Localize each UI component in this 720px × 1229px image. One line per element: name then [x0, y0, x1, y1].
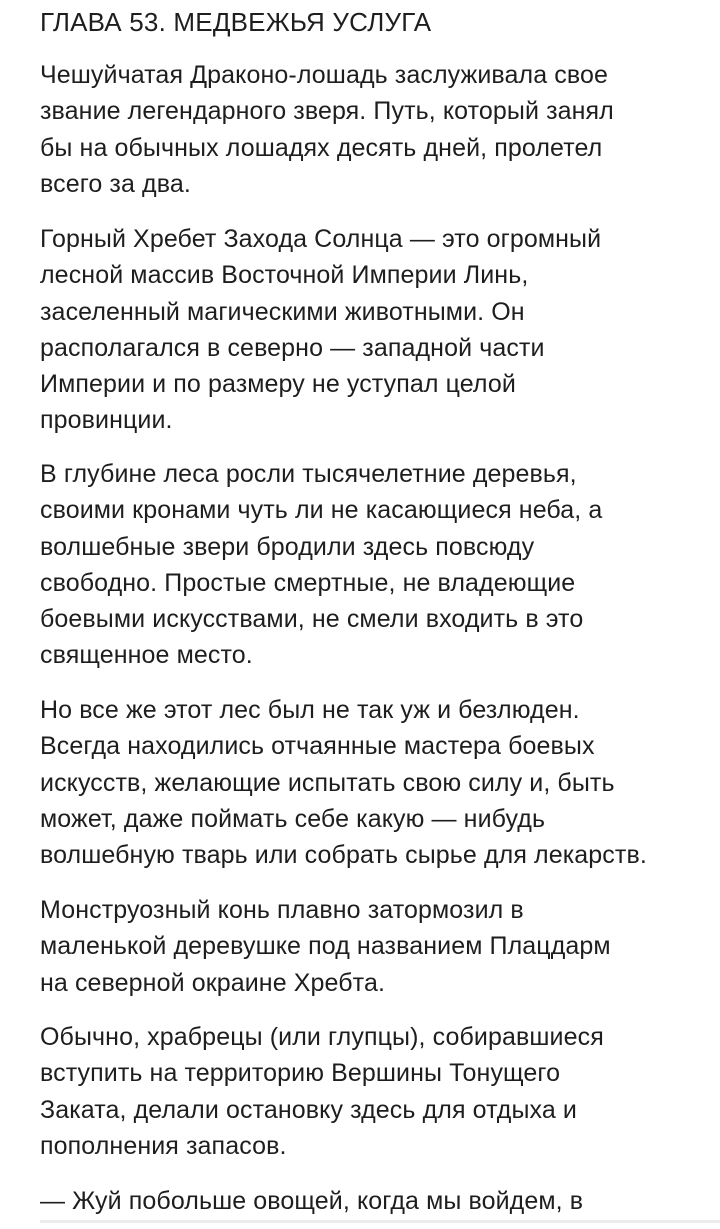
text-line: пополнения запасов.: [40, 1131, 287, 1160]
paragraph: [40, 892, 611, 1001]
text-line: В глубине леса росли тысячелетние деревья,: [40, 460, 577, 488]
paragraph: [40, 221, 601, 439]
text-line: Империи и по размеру не уступал целой: [40, 370, 516, 399]
text-line: маленькой деревушке под названием Плацдарм: [40, 932, 611, 961]
text-line: бы на обычных лошадях десять дней, пролетел: [40, 133, 603, 162]
text-line: волшебную тварь или собрать сырье для лекарств.: [40, 841, 647, 870]
text-line: может, даже поймать себе какую — нибудь: [40, 804, 546, 833]
chapter-title: ГЛАВА 53. МЕДВЕЖЬЯ УСЛУГА: [40, 7, 432, 37]
text-line: Заката, делали остановку здесь для отдыха и: [40, 1095, 577, 1124]
text-line: звание легендарного зверя. Путь, который занял: [40, 97, 614, 126]
text-line: Горный Хребет Захода Солнца — это огромный: [40, 225, 602, 253]
paragraph: [40, 692, 647, 873]
paragraph: [40, 1183, 583, 1219]
paragraph: [40, 57, 614, 202]
text-line: всего за два.: [40, 169, 191, 198]
text-line: Чешуйчатая Драконо-лошадь заслуживала свое: [40, 61, 608, 89]
text-line: провинции.: [40, 406, 173, 435]
text-line: — Жуй побольше овощей, когда мы войдем, в: [40, 1187, 584, 1215]
text-line: Всегда находились отчаянные мастера боевых: [40, 732, 595, 761]
text-line: волшебные звери бродили здесь повсюду: [40, 532, 535, 561]
text-line: Обычно, храбрецы (или глупцы), собиравшиеся: [40, 1023, 604, 1051]
text-line: священное место.: [40, 641, 253, 670]
text-line: свободно. Простые смертные, не владеющие: [40, 568, 576, 597]
reader-page[interactable]: [40, 0, 700, 1215]
text-line: Монструозный конь плавно затормозил в: [40, 896, 524, 924]
text-line: своими кронами чуть ли не касающиеся неба, а: [40, 496, 603, 525]
text-line: боевыми искусствами, не смели входить в это: [40, 605, 584, 634]
text-line: на северной окраине Хребта.: [40, 968, 385, 997]
bottom-scroll-indicator: [40, 1220, 720, 1223]
text-line: заселенный магическими животными. Он: [40, 297, 525, 326]
text-line: искусств, желающие испытать свою силу и, быть: [40, 768, 615, 797]
text-line: располагался в северно — западной части: [40, 333, 545, 362]
paragraph: [40, 1019, 604, 1164]
text-line: Но все же этот лес был не так уж и безлюден.: [40, 696, 580, 724]
text-line: лесной массив Восточной Империи Линь,: [40, 261, 529, 290]
paragraph: [40, 456, 602, 674]
text-line: вступить на территорию Вершины Тонущего: [40, 1059, 561, 1088]
